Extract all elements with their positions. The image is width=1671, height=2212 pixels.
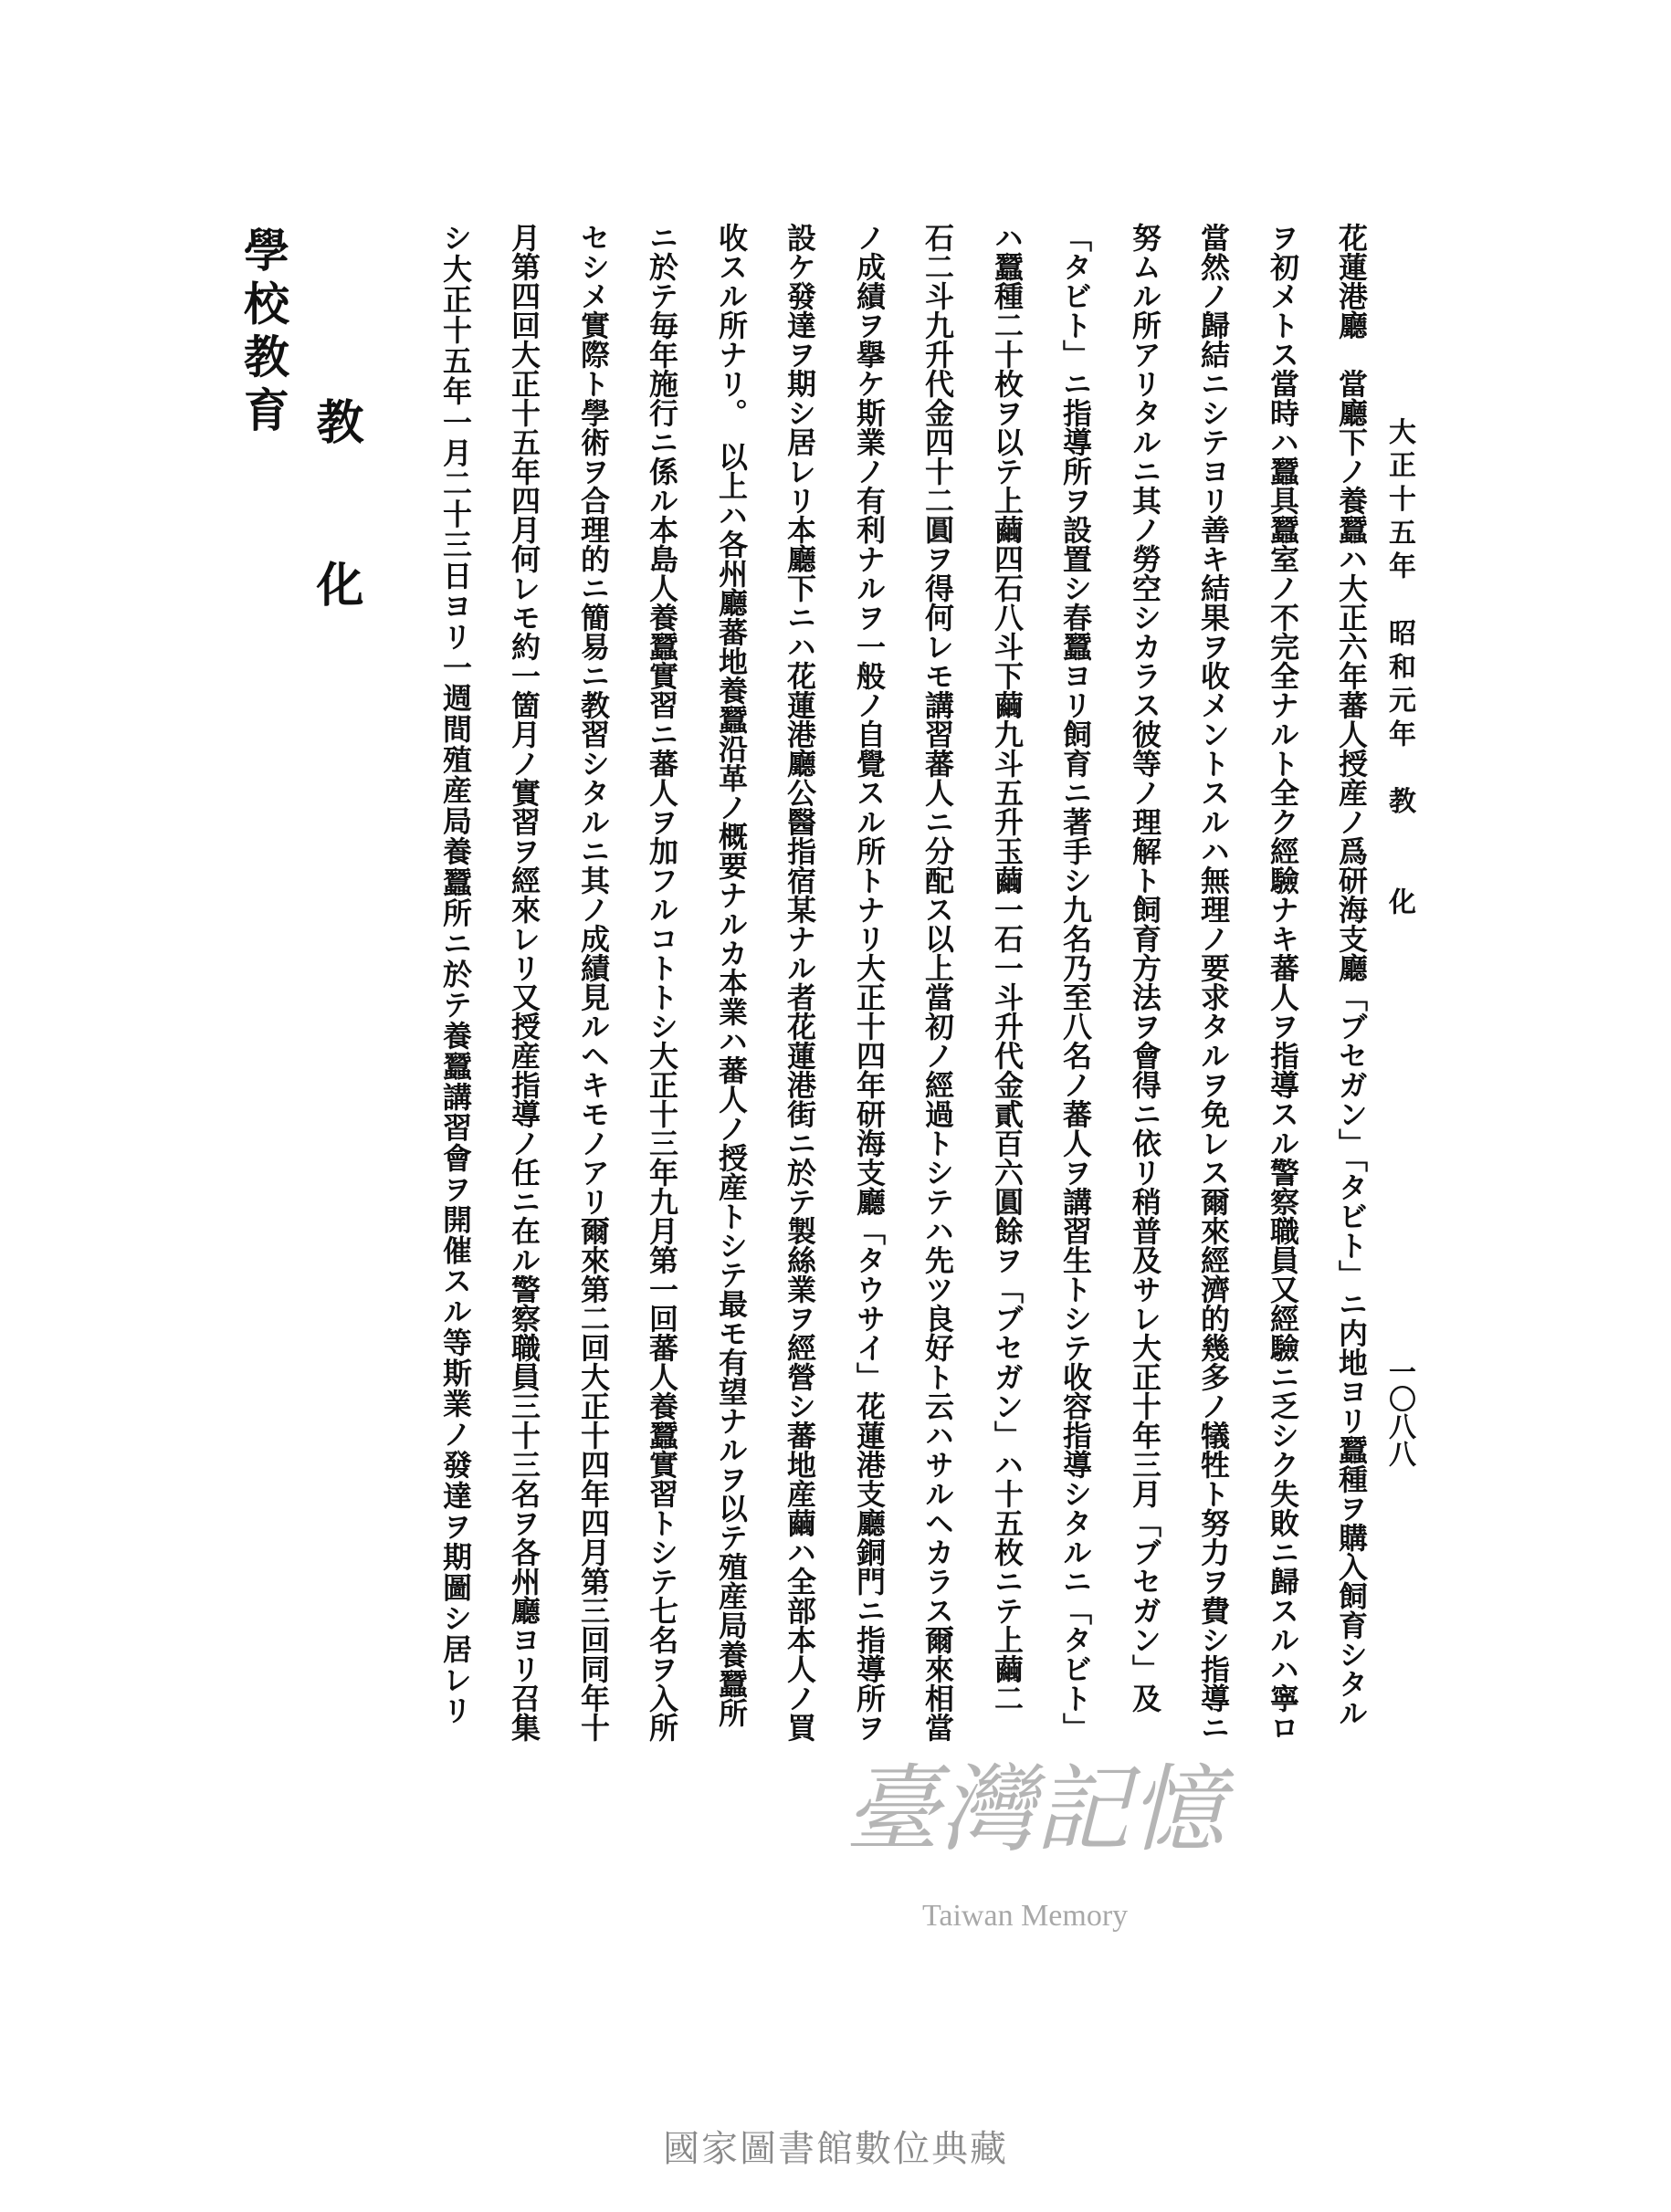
text-column: 月第四回大正十五年四月何レモ約一箇月ノ實習ヲ經來レリ又授産指導ノ任ニ在ル警察職員三十三名ヲ各州廳ヨリ召集 xyxy=(507,223,541,1742)
watermark-subtitle: Taiwan Memory xyxy=(922,1899,1129,1933)
watermark-logo: 臺灣記憶 xyxy=(845,1754,1225,1865)
text-column: セシメ實際ト學術ヲ合理的ニ簡易ニ教習シタルニ其ノ成績見ルヘキモノアリ爾來第二回大正十四年四月第三回同年十 xyxy=(576,223,611,1742)
text-column: 石二斗九升代金四十二圓ヲ得何レモ講習蕃人ニ分配ス以上當初ノ經過トシテハ先ツ良好ト云ハサルヘカラス爾來相當 xyxy=(920,223,955,1742)
text-column: シ大正十五年一月二十三日ヨリ一週間殖産局養蠶所ニ於テ養蠶講習會ヲ開催スル等斯業ノ發達ヲ期圖シ居レリ xyxy=(438,223,473,1726)
text-column: ノ成績ヲ擧ケ斯業ノ有利ナルヲ一般ノ自覺スル所トナリ大正十四年研海支廳「タウサイ」花蓮港支廳銅門ニ指導所ヲ xyxy=(852,223,887,1742)
section-heading: 教化 xyxy=(308,397,363,607)
page-number: 一〇八八 xyxy=(1383,1358,1415,1467)
text-column: 「タビト」ニ指導所ヲ設置シ春蠶ヨリ飼育ニ著手シ九名乃至八名ノ蕃人ヲ講習生トシテ收容指導シタルニ「タビト」 xyxy=(1058,223,1093,1742)
text-column: ニ於テ毎年施行ニ係ル本島人養蠶實習ニ蕃人ヲ加フルコトトシ大正十三年九月第一回蕃人養蠶實習トシテ七名ヲ入所 xyxy=(645,223,679,1742)
text-column: 當然ノ歸結ニシテヨリ善キ結果ヲ收メントスルハ無理ノ要求タルヲ免レス爾來經濟的幾多ノ犠牲ト努力ヲ費シ指導ニ xyxy=(1196,223,1231,1742)
text-column: ハ蠶種二十枚ヲ以テ上繭四石八斗下繭九斗五升玉繭一石一斗升代金貳百六圓餘ヲ「ブセガン」ハ十五枚ニテ上繭二 xyxy=(990,223,1025,1713)
text-column: 設ケ發達ヲ期シ居レリ本廳下ニハ花蓮港廳公醫指宿某ナル者花蓮港街ニ於テ製絲業ヲ經營シ蕃地産繭ハ全部本人ノ買 xyxy=(783,223,817,1742)
text-column: 努ムル所アリタルニ其ノ勞空シカラス彼等ノ理解ト飼育方法ヲ會得ニ依リ稍普及サレ大正十年三月「ブセガン」及 xyxy=(1128,223,1162,1713)
text-column: 花蓮港廳 當廳下ノ養蠶ハ大正六年蕃人授産ノ爲研海支廳「ブセガン」「タビト」ニ内地ヨリ蠶種ヲ購入飼育シタル xyxy=(1334,223,1369,1727)
running-header: 大正十五年 昭和元年 教 化 xyxy=(1383,417,1415,915)
subsection-heading: 學校教育 xyxy=(236,226,290,432)
text-column: 收スル所ナリ。 以上ハ各州廳蕃地養蠶沿革ノ概要ナルカ本業ハ蕃人ノ授産トシテ最モ有望ナルヲ以テ殖産局養蠶所 xyxy=(714,223,749,1727)
footer-credit: 國家圖書館數位典藏 xyxy=(663,2128,1008,2170)
text-column: ヲ初メトス當時ハ蠶具蠶室ノ不完全ナルト全ク經驗ナキ蕃人ヲ指導スル警察職員又經驗ニ乏シク失敗ニ歸スルハ寧ロ xyxy=(1266,223,1300,1742)
